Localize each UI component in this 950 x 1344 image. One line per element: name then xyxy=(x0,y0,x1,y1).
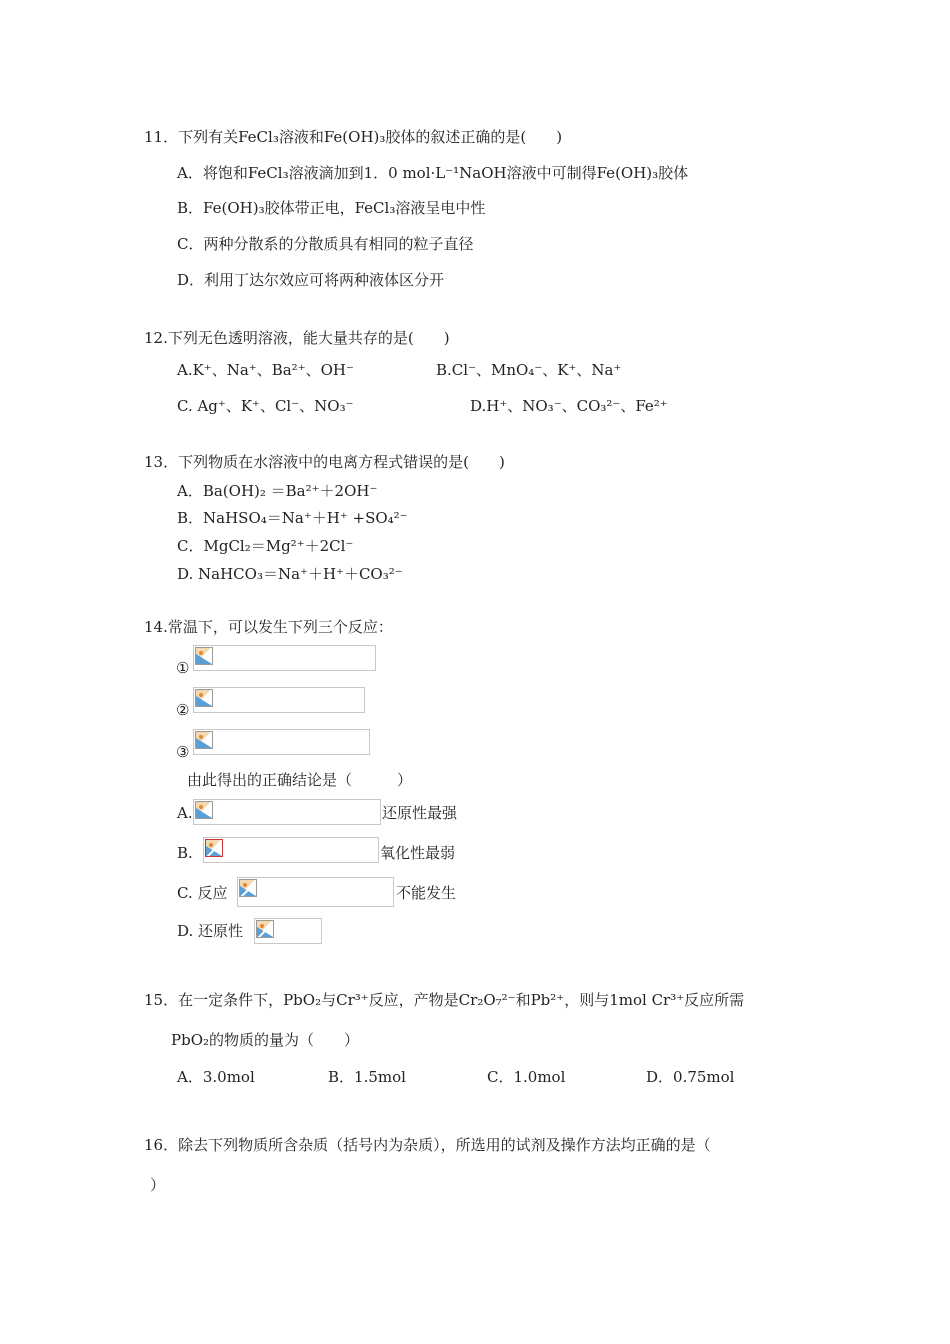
q14-option-c-tail: 不能发生 xyxy=(396,884,457,902)
q14-option-b-tail: 氧化性最弱 xyxy=(380,844,456,862)
broken-image-icon xyxy=(239,879,257,897)
q12-option-b: B.Cl⁻、MnO₄⁻、K⁺、Na⁺ xyxy=(436,361,622,379)
q11-stem: 11．下列有关FeCl₃溶液和Fe(OH)₃胶体的叙述正确的是( ) xyxy=(144,128,563,146)
reaction-1-image xyxy=(193,645,376,671)
reaction-1-marker: ① xyxy=(176,659,190,677)
q16-stem-continued: ） xyxy=(150,1176,166,1194)
broken-image-icon xyxy=(256,920,274,938)
broken-image-icon xyxy=(195,801,213,819)
q14-option-a-label: A. xyxy=(177,804,193,822)
q15-stem: 15．在一定条件下，PbO₂与Cr³⁺反应，产物是Cr₂O₇²⁻和Pb²⁺，则与1mol Cr³⁺反应所需 xyxy=(144,991,745,1009)
q14-option-b-label: B. xyxy=(177,844,193,862)
reaction-2-marker: ② xyxy=(176,701,190,719)
q13-stem: 13．下列物质在水溶液中的电离方程式错误的是( ) xyxy=(144,453,505,471)
q13-option-c: C．MgCl₂＝Mg²⁺＋2Cl⁻ xyxy=(177,537,354,555)
q14-option-a-image xyxy=(193,799,381,825)
q14-option-c-label: C. 反应 xyxy=(177,884,228,902)
q11-option-c: C．两种分散系的分散质具有相同的粒子直径 xyxy=(177,235,474,253)
broken-image-icon xyxy=(195,689,213,707)
q14-option-b-image xyxy=(203,837,379,863)
q16-stem: 16．除去下列物质所含杂质（括号内为杂质），所选用的试剂及操作方法均正确的是（ xyxy=(144,1136,711,1154)
q13-option-d: D. NaHCO₃＝Na⁺＋H⁺＋CO₃²⁻ xyxy=(177,565,403,583)
reaction-3-marker: ③ xyxy=(176,743,190,761)
broken-image-icon xyxy=(195,731,213,749)
q14-option-d-image xyxy=(254,918,322,944)
q12-stem: 12.下列无色透明溶液，能大量共存的是( ) xyxy=(144,329,450,347)
reaction-2-image xyxy=(193,687,365,713)
q15-stem-continued: PbO₂的物质的量为（ ） xyxy=(171,1031,360,1049)
q15-option-a: A．3.0mol xyxy=(177,1068,255,1086)
q14-option-d-label: D. 还原性 xyxy=(177,922,244,940)
reaction-3-image xyxy=(193,729,370,755)
q11-option-d: D．利用丁达尔效应可将两种液体区分开 xyxy=(177,271,445,289)
q12-option-c: C. Ag⁺、K⁺、Cl⁻、NO₃⁻ xyxy=(177,397,354,415)
q11-option-b: B．Fe(OH)₃胶体带正电，FeCl₃溶液呈电中性 xyxy=(177,199,486,217)
q14-conclusion: 由此得出的正确结论是（ ） xyxy=(187,771,413,789)
q14-option-a-tail: 还原性最强 xyxy=(382,804,458,822)
q11-option-a: A．将饱和FeCl₃溶液滴加到1．0 mol·L⁻¹NaOH溶液中可制得Fe(OH)₃胶体 xyxy=(177,164,689,182)
broken-image-icon xyxy=(205,839,223,857)
q13-option-a: A．Ba(OH)₂ ＝Ba²⁺＋2OH⁻ xyxy=(177,482,378,500)
q14-stem: 14.常温下，可以发生下列三个反应： xyxy=(144,618,393,636)
q15-option-c: C．1.0mol xyxy=(487,1068,566,1086)
q12-option-a: A.K⁺、Na⁺、Ba²⁺、OH⁻ xyxy=(177,361,354,379)
broken-image-icon xyxy=(195,647,213,665)
q12-option-d: D.H⁺、NO₃⁻、CO₃²⁻、Fe²⁺ xyxy=(470,397,668,415)
q13-option-b: B．NaHSO₄＝Na⁺＋H⁺ +SO₄²⁻ xyxy=(177,509,408,527)
q15-option-b: B．1.5mol xyxy=(328,1068,406,1086)
q14-option-c-image xyxy=(237,877,394,907)
q15-option-d: D．0.75mol xyxy=(646,1068,735,1086)
